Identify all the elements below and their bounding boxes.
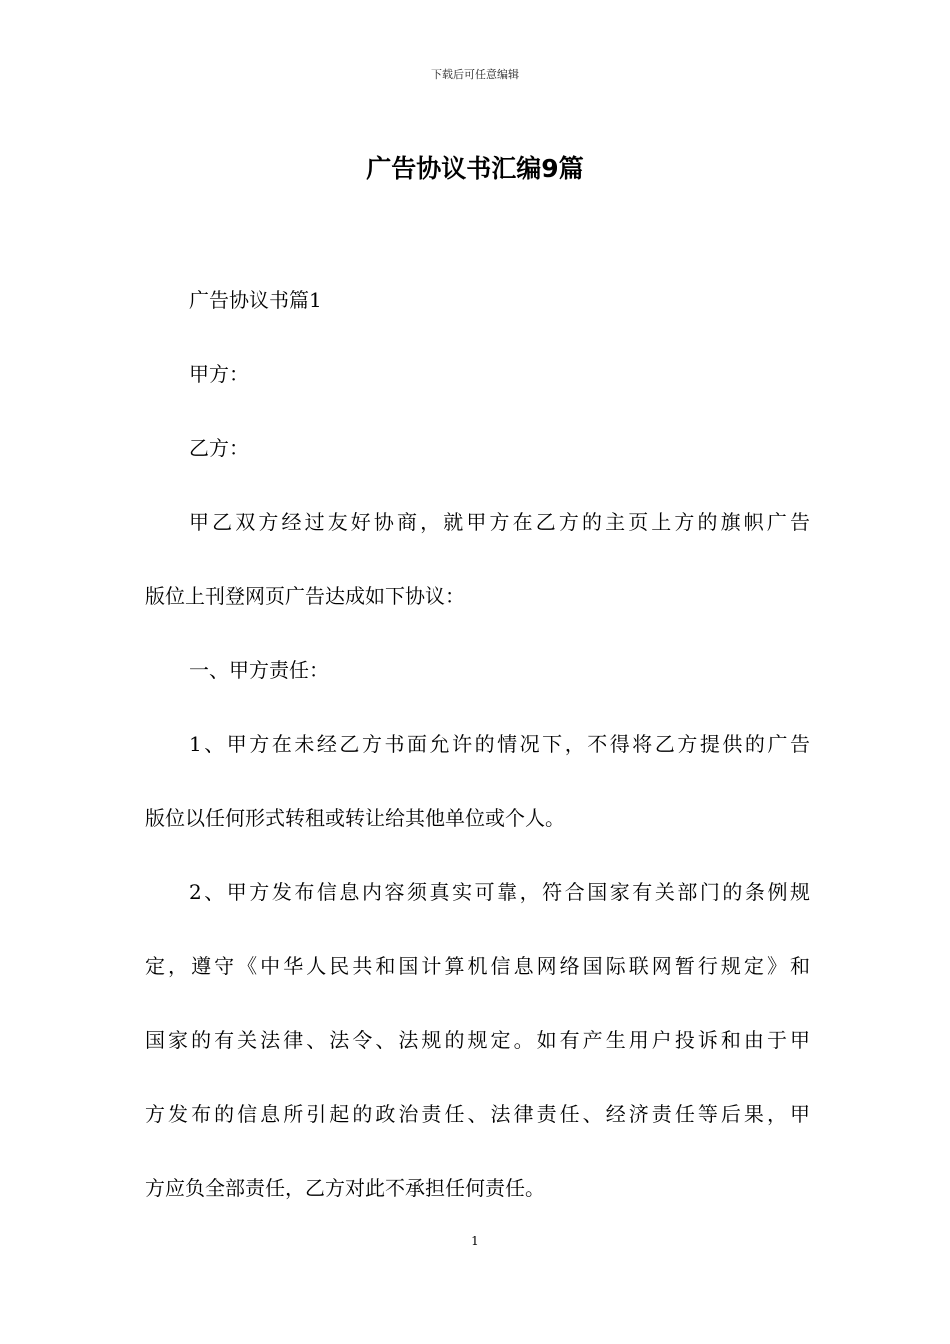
party-b-label: 乙方： (189, 436, 249, 460)
paragraph-line: 甲乙双方经过友好协商，就甲方在乙方的主页上方的旗帜广告 (189, 510, 810, 534)
header-note: 下载后可任意编辑 (431, 68, 519, 81)
paragraph-line: 1、甲方在未经乙方书面允许的情况下，不得将乙方提供的广告 (189, 732, 810, 756)
page-number: 1 (471, 1234, 479, 1248)
paragraph-line: 方应负全部责任，乙方对此不承担任何责任。 (145, 1176, 545, 1200)
party-a-label: 甲方： (189, 362, 249, 386)
document-title: 广告协议书汇编9篇 (366, 154, 584, 183)
paragraph-line: 定，遵守《中华人民共和国计算机信息网络国际联网暂行规定》和 (145, 954, 810, 978)
paragraph-line: 方发布的信息所引起的政治责任、法律责任、经济责任等后果，甲 (145, 1102, 810, 1126)
paragraph-line: 国家的有关法律、法令、法规的规定。如有产生用户投诉和由于甲 (145, 1028, 810, 1052)
paragraph-line: 版位以任何形式转租或转让给其他单位或个人。 (145, 806, 565, 830)
clause-heading: 一、甲方责任： (189, 658, 329, 682)
paragraph-line: 2、甲方发布信息内容须真实可靠，符合国家有关部门的条例规 (189, 880, 810, 904)
paragraph-line: 版位上刊登网页广告达成如下协议： (145, 584, 465, 608)
section-heading: 广告协议书篇1 (189, 288, 322, 312)
